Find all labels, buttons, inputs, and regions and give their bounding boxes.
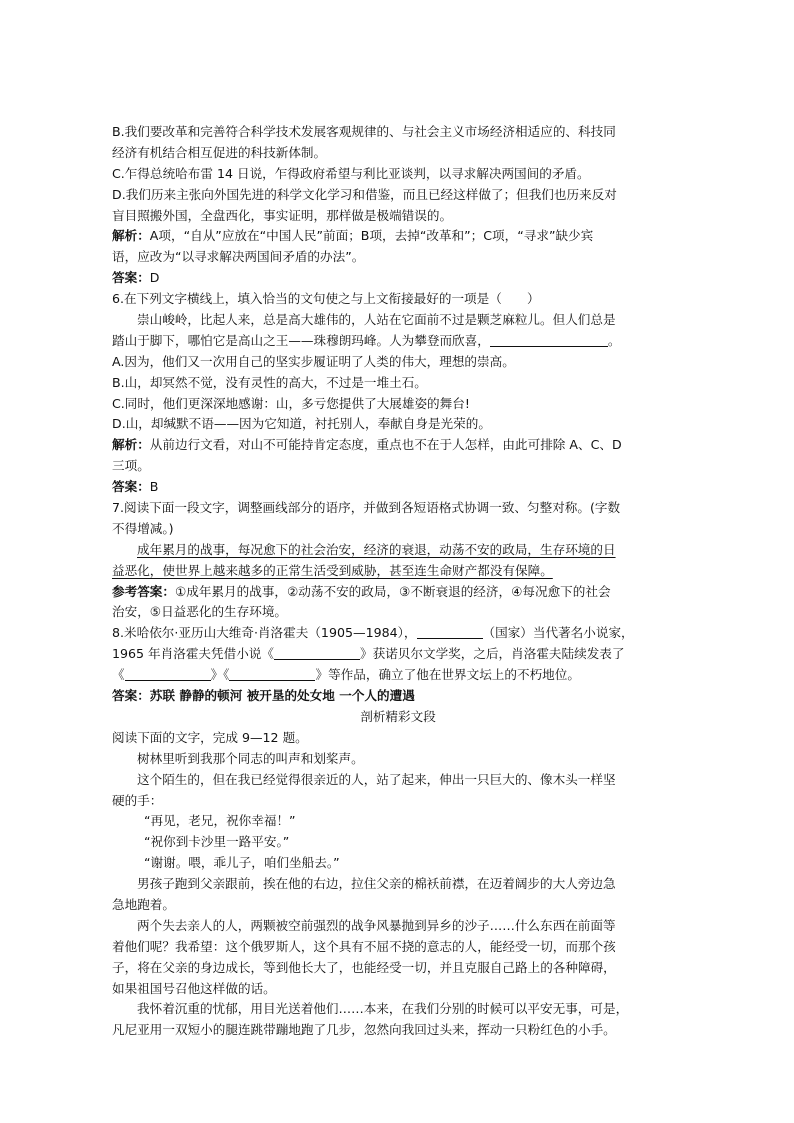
q8-blank-novel-2	[125, 667, 211, 681]
section-heading: 剖析精彩文段	[360, 708, 436, 724]
q8-blank-country	[417, 625, 483, 639]
answer-label: 答案：	[112, 270, 150, 286]
q8-blank-novel-3	[229, 667, 315, 681]
q8-text-f: 》《	[210, 667, 230, 683]
passage-paragraph-1: 树林里听到我那个同志的叫声和划桨声。	[137, 750, 364, 766]
q8-text-a: 8.米哈依尔·亚历山大维奇·肖洛霍夫（1905—1984），	[112, 625, 417, 641]
q5-option-d-cont: 盲目照搬外国，全盘西化，事实证明，那样做是极端错误的。	[112, 207, 453, 223]
q6-option-d: D.山，却缄默不语——因为它知道，衬托别人，奉献自身是光荣的。	[112, 416, 491, 432]
answer-label: 答案：	[112, 479, 150, 495]
dialogue-line-1: “再见，老兄，祝你幸福！”	[144, 813, 296, 829]
section-intro: 阅读下面的文字，完成 9—12 题。	[112, 729, 308, 745]
q6-analysis-cont: 三项。	[112, 458, 150, 474]
q6-option-c: C.同时，他们更深深地感谢：山，多亏您提供了大展雄姿的舞台!	[112, 395, 470, 411]
q7-stem: 7.阅读下面一段文字，调整画线部分的语序，并做到各短语格式协调一致、匀整对称。(字数	[112, 500, 621, 516]
q6-option-a: A.因为，他们又一次用自己的坚实步履证明了人类的伟大，理想的崇高。	[112, 353, 515, 369]
q8-text-c: 1965 年肖洛霍夫凭借小说《	[112, 646, 274, 662]
q8-blank-novel-1	[274, 646, 360, 660]
analysis-text: 从前边行文看，对山不可能持肯定态度，重点也不在于人怎样，由此可排除 A、C、D	[149, 437, 622, 453]
q6-passage-text: 踏山于脚下，哪怕它是高山之王——珠穆朗玛峰。人为攀登而欣喜，	[112, 332, 490, 348]
passage-paragraph-4-cont-3: 如果祖国号召他这样做的话。	[112, 980, 276, 996]
answer-value: D	[149, 270, 160, 286]
passage-paragraph-4-cont-2: 子，将在父亲的身边成长，等到他长大了，也能经受一切，并且克服自己路上的各种障碍，	[112, 959, 616, 975]
document-page	[112, 122, 684, 1041]
analysis-label: 解析：	[112, 228, 150, 244]
q6-stem: 6.在下列文字横线上，填入恰当的文句使之与上文衔接最好的一项是（ ）	[112, 291, 540, 307]
passage-paragraph-5: 我怀着沉重的忧郁，用目光送着他们……本来，在我们分别的时候可以平安无事，可是，	[137, 1001, 629, 1017]
dialogue-line-3: “谢谢。喂，乖儿子，咱们坐船去。”	[144, 855, 340, 871]
q6-analysis	[112, 435, 684, 456]
passage-paragraph-5-cont: 凡尼亚用一双短小的腿连跳带蹦地跑了几步，忽然向我回过头来，挥动一只粉红色的小手。	[112, 1022, 616, 1038]
passage-paragraph-2: 这个陌生的，但在我已经觉得很亲近的人，站了起来，伸出一只巨大的、像木头一样坚	[137, 771, 616, 787]
answer-label: 答案：	[112, 688, 150, 704]
passage-paragraph-3: 男孩子跑到父亲跟前，挨在他的右边，拉住父亲的棉袄前襟，在迈着阔步的大人旁边急	[137, 876, 616, 892]
q8-text-d: 》获诺贝尔文学奖，之后，肖洛霍夫陆续发表了	[360, 646, 625, 662]
q6-passage: 崇山峻岭，比起人来，总是高大雄伟的，人站在它面前不过是颗芝麻粒儿。但人们总是	[137, 312, 616, 328]
q5-option-b-cont: 经济有机结合相互促进的科技新体制。	[112, 144, 327, 160]
q8-line-2	[112, 644, 684, 665]
q6-fill-blank	[490, 333, 608, 347]
q5-analysis-cont: 语，应改为“以寻求解决两国间矛盾的办法”。	[112, 249, 365, 265]
q8-line-3	[112, 665, 684, 686]
q6-passage-cont	[112, 331, 684, 352]
q6-answer	[112, 477, 684, 498]
passage-paragraph-3-cont: 急地跑着。	[112, 896, 175, 912]
q8-text-e: 《	[112, 667, 125, 683]
analysis-text: A项，“自从”应放在“中国人民”前面；B项，去掉“改革和”；C项，“寻求”缺少宾	[149, 228, 594, 244]
dialogue-line-2: “祝你到卡沙里一路平安。”	[144, 834, 290, 850]
q8-text-b: （国家）当代著名小说家，	[482, 625, 634, 641]
q7-underlined-passage-cont: 益恶化，使世界上越来越多的正常生活受到威胁，甚至连生命财产都没有保障。	[112, 562, 553, 578]
q6-option-b: B.山，却冥然不觉，没有灵性的高大，不过是一堆土石。	[112, 374, 427, 390]
answer-value: 苏联 静静的顿河 被开垦的处女地 一个人的遭遇	[149, 688, 415, 704]
reference-text: ①成年累月的战事，②动荡不安的政局，③不断衰退的经济，④每况愈下的社会	[174, 583, 611, 599]
q8-line-1	[112, 623, 684, 644]
q7-stem-cont: 不得增减。)	[112, 520, 174, 536]
passage-paragraph-4-cont-1: 着他们呢？我希望：这个俄罗斯人，这个具有不屈不挠的意志的人，能经受一切，而那个孩	[112, 938, 616, 954]
q8-answer	[112, 686, 684, 707]
q5-option-c: C.乍得总统哈布雷 14 日说，乍得政府希望与利比亚谈判，以寻求解决两国间的矛盾。	[112, 165, 590, 181]
q7-reference-answer	[112, 582, 684, 603]
q5-option-b: B.我们要改革和完善符合科学技术发展客观规律的、与社会主义市场经济相适应的、科技同	[112, 124, 616, 139]
q7-underlined-passage: 成年累月的战事，每况愈下的社会治安，经济的衰退，动荡不安的政局，生存环境的日	[137, 541, 616, 557]
reference-label: 参考答案：	[112, 583, 175, 599]
q6-passage-end: 。	[607, 332, 621, 348]
q7-reference-answer-cont: 治安，⑤日益恶化的生存环境。	[112, 604, 288, 620]
passage-paragraph-2-cont: 硬的手：	[112, 792, 163, 808]
q8-text-g: 》等作品，确立了他在世界文坛上的不朽地位。	[315, 667, 580, 683]
q5-analysis	[112, 226, 684, 247]
passage-paragraph-4: 两个失去亲人的人，两颗被空前强烈的战争风暴抛到异乡的沙子……什么东西在前面等	[137, 917, 616, 933]
analysis-label: 解析：	[112, 437, 150, 453]
q5-option-d: D.我们历来主张向外国先进的科学文化学习和借鉴，而且已经这样做了；但我们也历来反对	[112, 186, 617, 202]
answer-value: B	[149, 479, 159, 495]
q5-answer	[112, 268, 684, 289]
